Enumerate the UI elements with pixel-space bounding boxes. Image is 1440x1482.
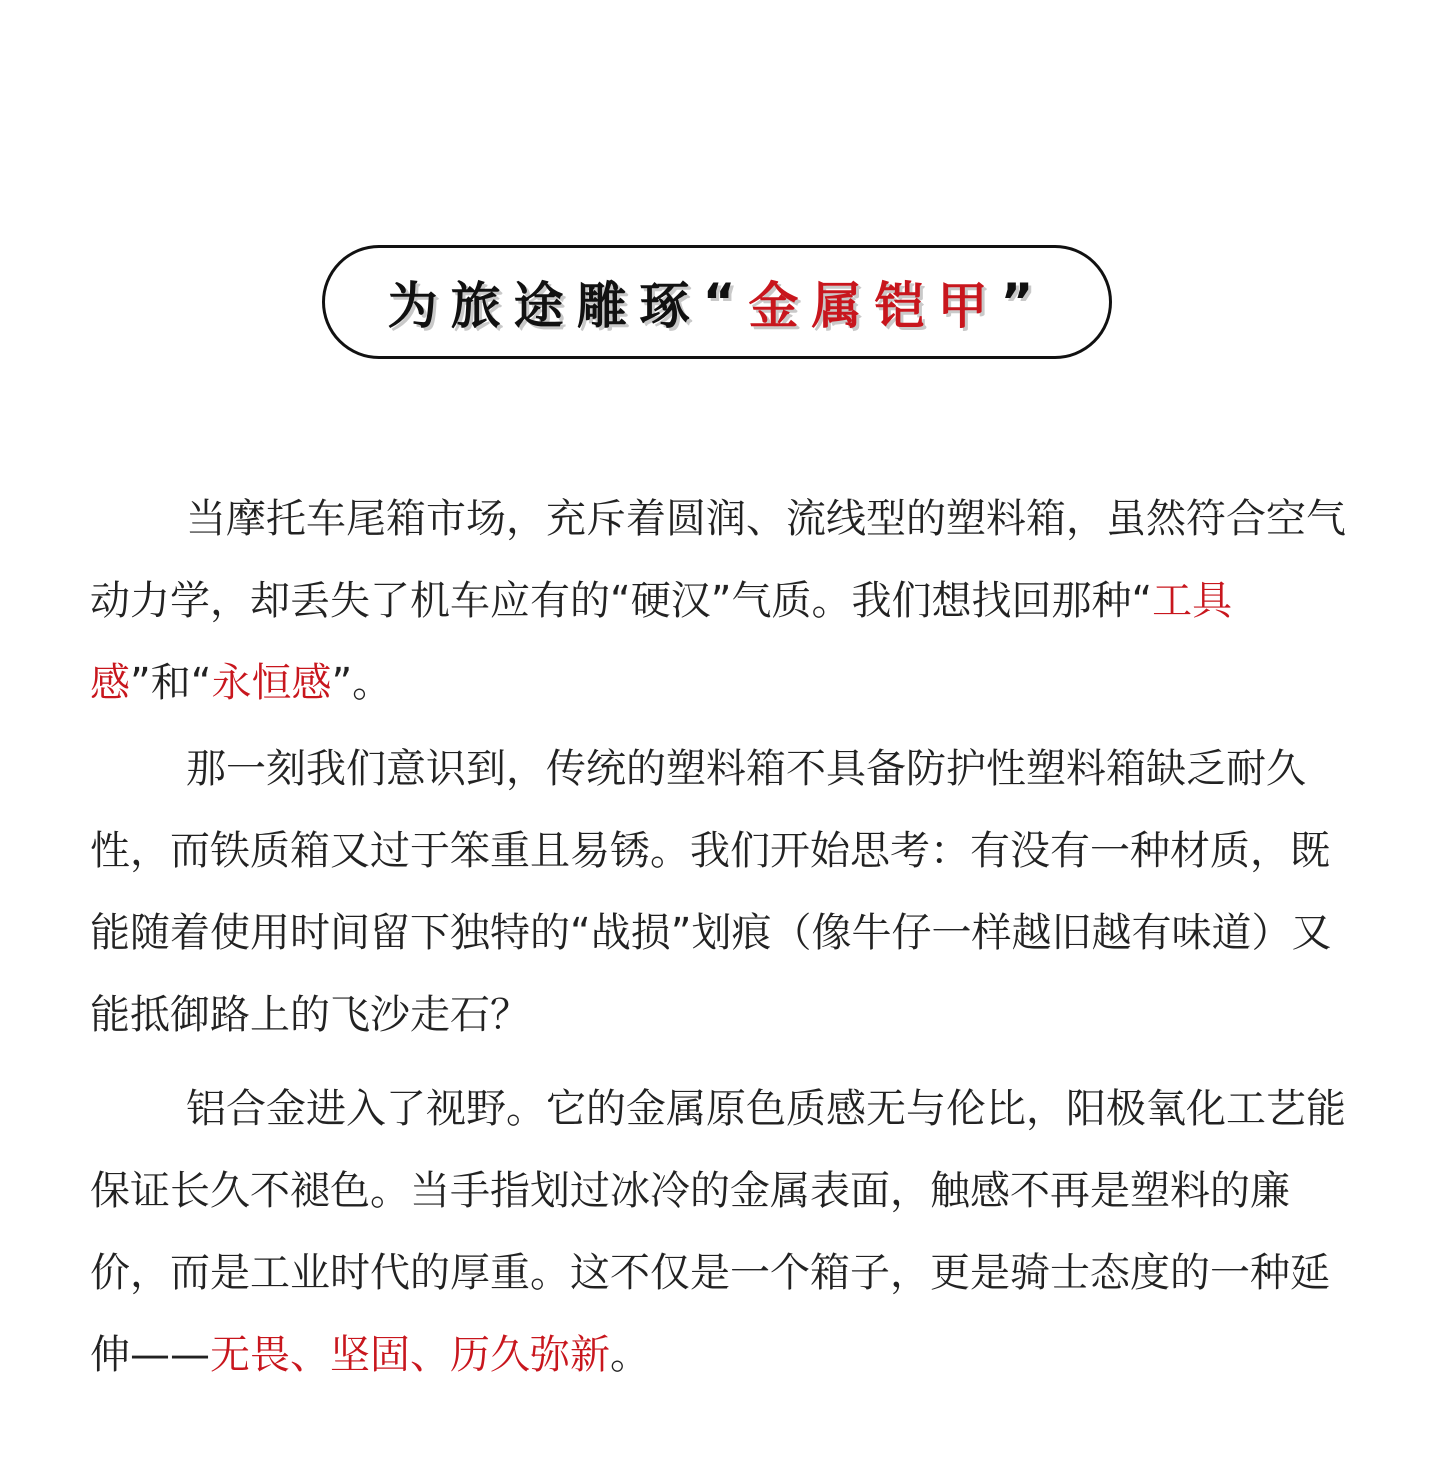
paragraph-2-text: 那一刻我们意识到，传统的塑料箱不具备防护性塑料箱缺乏耐久性，而铁质箱又过于笨重且易锈。我们开始思考：有没有一种材质，既能随着使用时间留下独特的“战损”划痕（像牛仔一样越旧越有味道）又能抵御路上的飞沙走石？ — [90, 746, 1332, 1038]
title-close-quote: ” — [1000, 273, 1047, 331]
paragraph-1 — [90, 478, 1350, 724]
title-highlight: 金属铠甲 — [748, 277, 1001, 335]
paragraph-3-text: 铝合金进入了视野。它的金属原色质感无与伦比，阳极氧化工艺能保证长久不褪色。当手指划过冰冷的金属表面，触感不再是塑料的廉价，而是工业时代的厚重。这不仅是一个箱子，更是骑士态度的一种延伸—— — [90, 1086, 1346, 1378]
paragraph-1-text: 当摩托车尾箱市场，充斥着圆润、流线型的塑料箱，虽然符合空气动力学，却丢失了机车应有的“硬汉”气质。我们想找回那种“ — [90, 496, 1346, 624]
paragraph-1-ending: ”。 — [331, 660, 393, 706]
paragraph-1-connector: ”和“ — [130, 660, 212, 706]
paragraph-3-ending: 。 — [610, 1332, 650, 1378]
highlight-tool-feel: 工具感 — [90, 578, 1233, 706]
article-body — [90, 478, 1350, 1396]
paragraph-2 — [90, 728, 1350, 1056]
title-open-quote: “ — [702, 273, 749, 331]
highlight-fearless: 无畏、坚固、历久弥新 — [210, 1332, 610, 1378]
paragraph-3 — [90, 1068, 1350, 1396]
title-text: 为旅途雕琢 — [387, 277, 703, 335]
highlight-eternal-feel: 永恒感 — [211, 660, 332, 706]
title-banner — [322, 245, 1112, 359]
